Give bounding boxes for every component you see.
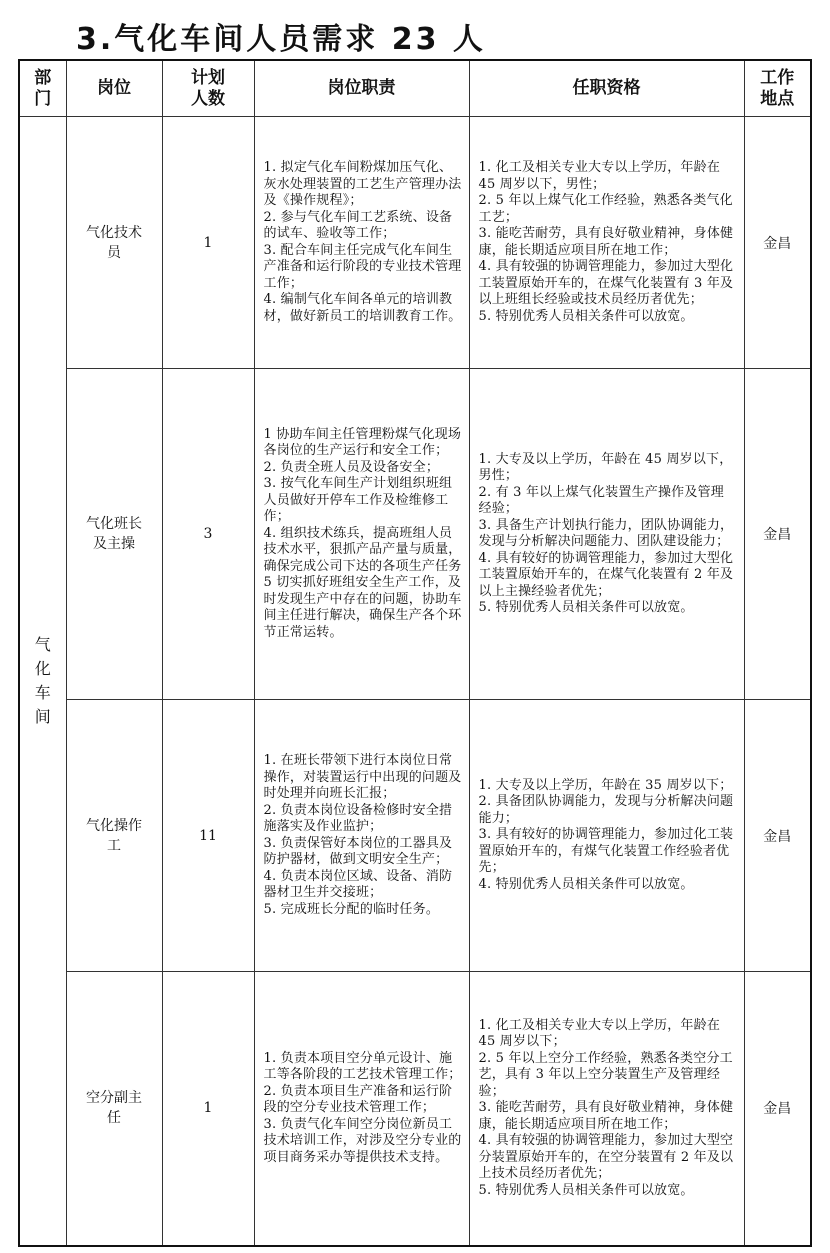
location-cell: 金昌 bbox=[744, 117, 811, 369]
duties-cell bbox=[254, 972, 469, 1246]
page-title: 3.气化车间人员需求 23 人 bbox=[76, 22, 486, 57]
position-cell: 气化操作工 bbox=[66, 700, 162, 972]
qualification-item: 4. 特别优秀人员相关条件可以放宽。 bbox=[478, 876, 694, 892]
duty-item: 3. 按气化车间生产计划组织班组人员做好开停车工作及检维修工作； bbox=[263, 476, 453, 525]
header-location: 工作地点 bbox=[744, 60, 811, 117]
location-cell: 金昌 bbox=[744, 700, 811, 972]
qualification-item: 3. 能吃苦耐劳，具有良好敬业精神，身体健康，能长期适应项目所在地工作； bbox=[478, 226, 734, 258]
qualification-item: 2. 具备团队协调能力，发现与分析解决问题能力； bbox=[478, 794, 734, 826]
duties-cell bbox=[254, 369, 469, 700]
department-cell: 气化车间 bbox=[19, 117, 66, 1246]
duty-item: 4. 负责本岗位区域、设备、消防器材卫生并交接班； bbox=[263, 868, 453, 900]
count-cell: 11 bbox=[162, 700, 254, 972]
qualification-item: 4. 具有较好的协调管理能力，参加过大型化工装置原始开车的，在煤气化装置有 2 年及以上主操经验者优先； bbox=[478, 550, 734, 599]
header-position: 岗位 bbox=[66, 60, 162, 117]
duty-item: 5. 完成班长分配的临时任务。 bbox=[263, 901, 440, 917]
duty-item: 2. 负责本岗位设备检修时安全措施落实及作业监护； bbox=[263, 802, 453, 834]
duty-item: 2. 参与气化车间工艺系统、设备的试车、验收等工作； bbox=[263, 209, 453, 241]
table-row bbox=[19, 700, 811, 972]
duties-cell bbox=[254, 700, 469, 972]
qualification-item: 1. 化工及相关专业大专以上学历，年龄在 45 周岁以下，男性； bbox=[478, 160, 725, 192]
duty-item: 5 切实抓好班组安全生产工作，及时发现生产中存在的问题，协助车间主任进行解决，确保生产各个环节正常运转。 bbox=[263, 575, 462, 640]
header-dept: 部门 bbox=[19, 60, 66, 117]
qualification-item: 4. 具有较强的协调管理能力，参加过大型化工装置原始开车的，在煤气化装置有 3 年及以上班组长经验或技术员经历者优先； bbox=[478, 259, 734, 307]
location-cell: 金昌 bbox=[744, 972, 811, 1246]
qualification-item: 1. 大专及以上学历，年龄在 45 周岁以下，男性； bbox=[478, 451, 733, 483]
table-row bbox=[19, 972, 811, 1246]
duties-cell bbox=[254, 117, 469, 369]
duty-item: 2. 负责本项目生产准备和运行阶段的空分专业技术管理工作； bbox=[263, 1083, 453, 1115]
qualification-item: 3. 具有较好的协调管理能力，参加过化工装置原始开车的，有煤气化装置工作经验者优先； bbox=[478, 827, 734, 876]
qualification-item: 4. 具有较强的协调管理能力，参加过大型空分装置原始开车的，在空分装置有 2 年及以上技术员经历者优先； bbox=[478, 1133, 734, 1181]
qualification-item: 5. 特别优秀人员相关条件可以放宽。 bbox=[478, 600, 694, 615]
position-cell: 气化班长及主操 bbox=[66, 369, 162, 700]
duty-item: 3. 配合车间主任完成气化车间生产准备和运行阶段的专业技术管理工作； bbox=[263, 242, 462, 291]
header-row bbox=[19, 60, 811, 117]
table-row bbox=[19, 117, 811, 369]
qualifications-cell bbox=[469, 972, 744, 1246]
location-cell: 金昌 bbox=[744, 369, 811, 700]
duty-item: 3. 负责保管好本岗位的工器具及防护器材，做到文明安全生产； bbox=[263, 835, 453, 867]
count-cell: 1 bbox=[162, 972, 254, 1246]
qualifications-cell bbox=[469, 369, 744, 700]
qualification-item: 2. 5 年以上空分工作经验，熟悉各类空分工艺，具有 3 年以上空分装置生产及管理经验； bbox=[478, 1050, 733, 1099]
header-count: 计划人数 bbox=[162, 60, 254, 117]
position-cell: 空分副主任 bbox=[66, 972, 162, 1246]
qualification-item: 5. 特别优秀人员相关条件可以放宽。 bbox=[478, 1182, 694, 1198]
qualification-item: 3. 能吃苦耐劳，具有良好敬业精神，身体健康，能长期适应项目所在地工作； bbox=[478, 1100, 734, 1132]
qualification-item: 1. 化工及相关专业大专以上学历，年龄在 45 周岁以下； bbox=[478, 1017, 725, 1049]
duty-item: 2. 负责全班人员及设备安全； bbox=[263, 459, 440, 475]
count-cell: 3 bbox=[162, 369, 254, 700]
duty-item: 4. 编制气化车间各单元的培训教材，做好新员工的培训教育工作。 bbox=[263, 292, 462, 324]
duty-item: 3. 负责气化车间空分岗位新员工技术培训工作，对涉及空分专业的项目商务采办等提供技术支持。 bbox=[263, 1116, 462, 1165]
duty-item: 1 协助车间主任管理粉煤气化现场各岗位的生产运行和安全工作； bbox=[263, 426, 462, 459]
table-row bbox=[19, 369, 811, 700]
qualification-item: 1. 大专及以上学历，年龄在 35 周岁以下； bbox=[478, 777, 733, 793]
duty-item: 4. 组织技术练兵，提高班组人员技术水平，狠抓产品产量与质量，确保完成公司下达的各项生产任务 bbox=[263, 525, 462, 574]
position-cell: 气化技术员 bbox=[66, 117, 162, 369]
duty-item: 1. 拟定气化车间粉煤加压气化、灰水处理装置的工艺生产管理办法及《操作规程》； bbox=[263, 160, 462, 208]
header-qualifications: 任职资格 bbox=[469, 60, 744, 117]
duty-item: 1. 负责本项目空分单元设计、施工等各阶段的工艺技术管理工作； bbox=[263, 1050, 462, 1082]
qualifications-cell bbox=[469, 700, 744, 972]
duty-item: 1. 在班长带领下进行本岗位日常操作，对装置运行中出现的问题及时处理并向班长汇报； bbox=[263, 753, 462, 801]
count-cell: 1 bbox=[162, 117, 254, 369]
qualification-item: 2. 有 3 年以上煤气化装置生产操作及管理经验； bbox=[478, 484, 724, 516]
qualifications-cell bbox=[469, 117, 744, 369]
qualification-item: 5. 特别优秀人员相关条件可以放宽。 bbox=[478, 308, 694, 324]
qualification-item: 3. 具备生产计划执行能力，团队协调能力，发现与分析解决问题能力、团队建设能力； bbox=[478, 517, 734, 549]
qualification-item: 2. 5 年以上煤气化工作经验，熟悉各类气化工艺； bbox=[478, 193, 733, 225]
staffing-table bbox=[18, 59, 812, 1247]
header-duties: 岗位职责 bbox=[254, 60, 469, 117]
